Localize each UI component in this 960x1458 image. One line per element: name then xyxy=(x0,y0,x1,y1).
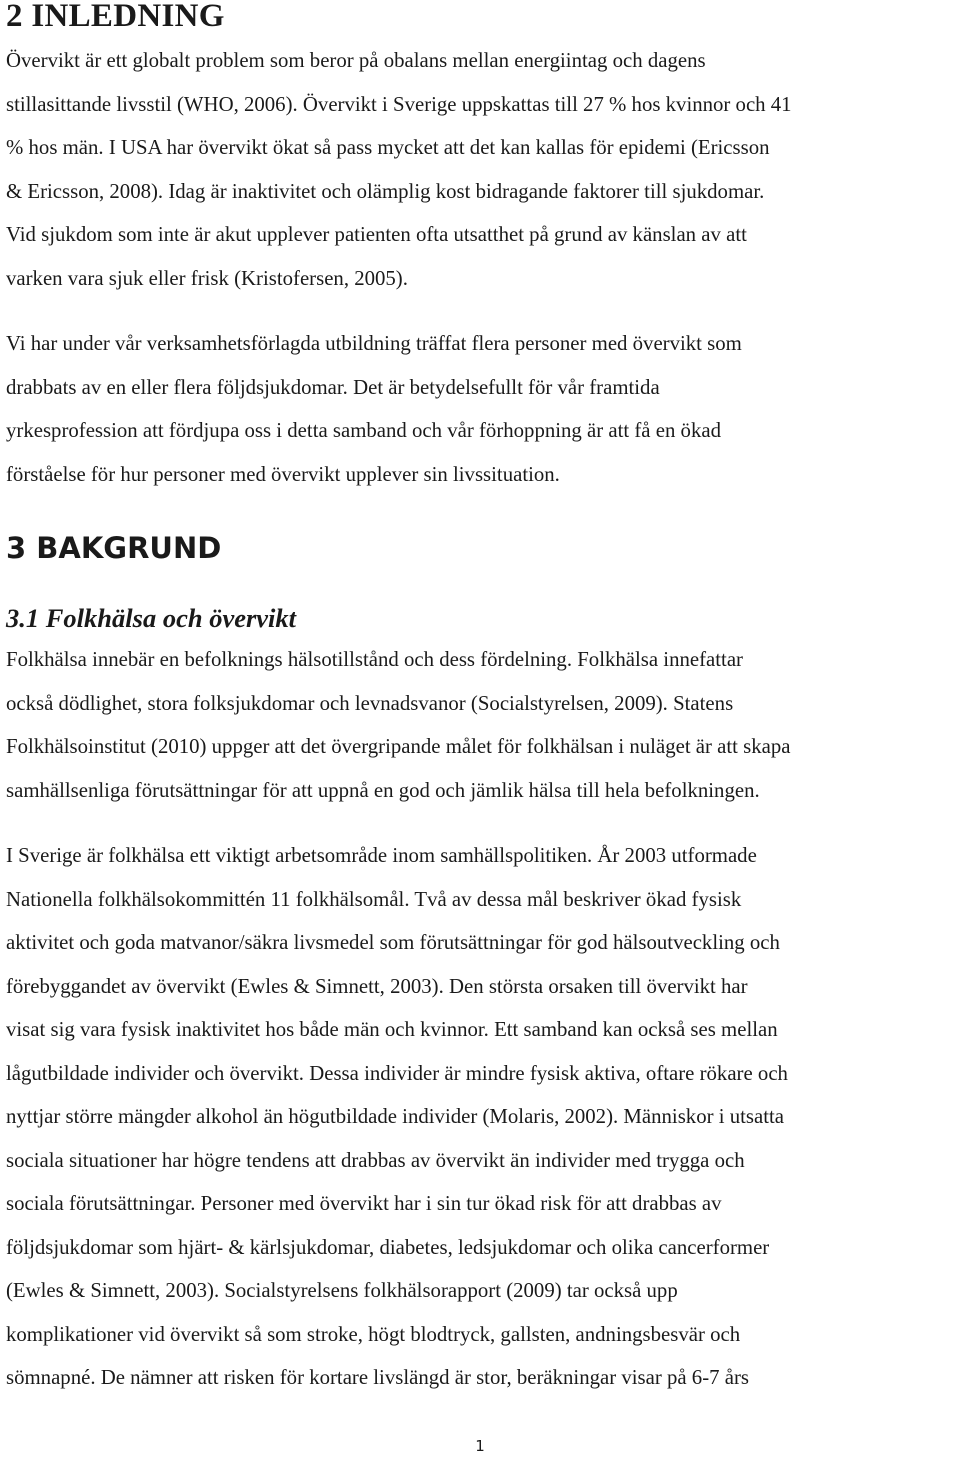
text-line: varken vara sjuk eller frisk (Kristofersen, 2005). xyxy=(6,266,408,290)
text-line: förebyggandet av övervikt (Ewles & Simnett, 2003). Den största orsaken till övervikt har xyxy=(6,974,748,998)
paragraph-inledning-2 xyxy=(6,322,956,496)
text-line: följdsjukdomar som hjärt- & kärlsjukdomar, diabetes, ledsjukdomar och olika cancerformer xyxy=(6,1235,770,1259)
text-line: Övervikt är ett globalt problem som beror på obalans mellan energiintag och dagens xyxy=(6,49,706,72)
paragraph-folkhalsa-1 xyxy=(6,638,956,812)
text-line: visat sig vara fysisk inaktivitet hos både män och kvinnor. Ett samband kan också ses mellan xyxy=(6,1018,778,1041)
text-line: I Sverige är folkhälsa ett viktigt arbetsområde inom samhällspolitiken. År 2003 utformade xyxy=(6,844,757,867)
text-line: nyttjar större mängder alkohol än högutbildade individer (Molaris, 2002). Människor i utsatta xyxy=(6,1105,784,1128)
text-line: samhällsenliga förutsättningar för att uppnå en god och jämlik hälsa till hela befolkningen. xyxy=(6,778,760,802)
text-line: Folkhälsa innebär en befolknings hälsotillstånd och dess fördelning. Folkhälsa innefattar xyxy=(6,648,743,671)
text-line: Folkhälsoinstitut (2010) uppger att det övergripande målet för folkhälsan i nuläget är att skapa xyxy=(6,735,791,758)
text-line: & Ericsson, 2008). Idag är inaktivitet och olämplig kost bidragande faktorer till sjukdomar. xyxy=(6,179,765,203)
text-line: Vi har under vår verksamhetsförlagda utbildning träffat flera personer med övervikt som xyxy=(6,332,742,355)
text-line: komplikationer vid övervikt så som stroke, högt blodtryck, gallsten, andningsbesvär och xyxy=(6,1322,741,1346)
text-line: stillasittande livsstil (WHO, 2006). Övervikt i Sverige uppskattas till 27 % hos kvinnor och 41 xyxy=(6,92,792,116)
text-line: lågutbildade individer och övervikt. Dessa individer är mindre fysisk aktiva, oftare rökare och xyxy=(6,1061,788,1085)
text-line: aktivitet och goda matvanor/säkra livsmedel som förutsättningar för god hälsoutveckling och xyxy=(6,931,780,954)
paragraph-folkhalsa-2 xyxy=(6,834,956,1400)
paragraph-inledning-1 xyxy=(6,39,956,300)
page-number: 1 xyxy=(475,1437,485,1455)
text-line: (Ewles & Simnett, 2003). Socialstyrelsens folkhälsorapport (2009) tar också upp xyxy=(6,1279,678,1302)
text-line: sömnapné. De nämner att risken för kortare livslängd är stor, beräkningar visar på 6-7 års xyxy=(6,1366,749,1389)
text-line: Vid sjukdom som inte är akut upplever patienten ofta utsatthet på grund av känslan av att xyxy=(6,223,747,246)
heading-folkhalsa-och-overvikt: 3.1 Folkhälsa och övervikt xyxy=(6,603,297,633)
text-line: drabbats av en eller flera följdsjukdomar. Det är betydelsefullt för vår framtida xyxy=(6,375,660,399)
text-line: också dödlighet, stora folksjukdomar och levnadsvanor (Socialstyrelsen, 2009). Statens xyxy=(6,691,734,715)
heading-inledning: 2 INLEDNING xyxy=(6,0,225,34)
text-line: Nationella folkhälsokommittén 11 folkhälsomål. Två av dessa mål beskriver ökad fysisk xyxy=(6,887,742,911)
heading-bakgrund: 3 BAKGRUND xyxy=(6,531,222,565)
text-line: sociala förutsättningar. Personer med övervikt har i sin tur ökad risk för att drabbas av xyxy=(6,1192,722,1215)
text-line: förståelse för hur personer med övervikt upplever sin livssituation. xyxy=(6,462,560,486)
text-line: sociala situationer har högre tendens att drabbas av övervikt än individer med trygga och xyxy=(6,1148,745,1172)
text-line: yrkesprofession att fördjupa oss i detta samband och vår förhoppning är att få en ökad xyxy=(6,419,721,442)
text-line: % hos män. I USA har övervikt ökat så pass mycket att det kan kallas för epidemi (Ericsson xyxy=(6,136,770,159)
